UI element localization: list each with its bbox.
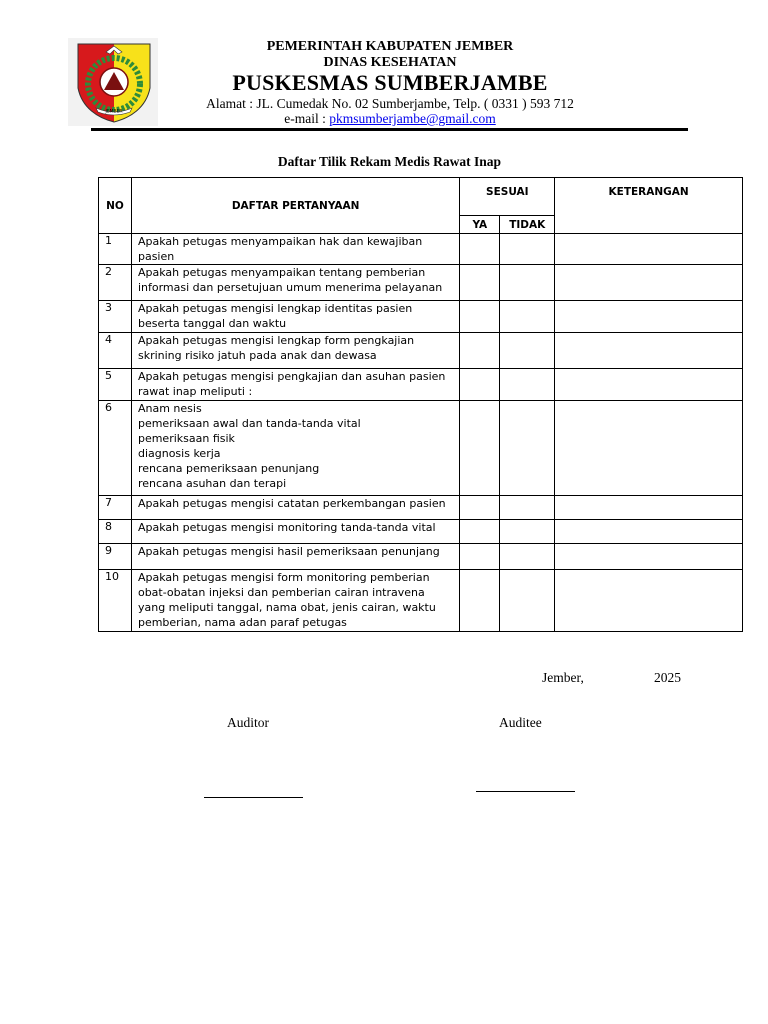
- keterangan-cell[interactable]: [555, 265, 743, 301]
- table-row: [99, 265, 743, 301]
- ya-cell[interactable]: [460, 301, 500, 333]
- question-line: pemeriksaan fisik: [137, 432, 235, 445]
- keterangan-cell[interactable]: [555, 520, 743, 544]
- question-line: Apakah petugas menyampaikan hak dan kewajiban: [137, 235, 423, 248]
- table-row: [99, 301, 743, 333]
- row-number: 6: [99, 401, 132, 496]
- col-header-sesuai: SESUAI: [460, 178, 555, 216]
- row-question: [131, 570, 459, 632]
- table-row: [99, 520, 743, 544]
- row-number: 5: [99, 369, 132, 401]
- jember-regency-logo: [68, 38, 158, 126]
- checklist-table: [98, 177, 743, 632]
- auditor-label: Auditor: [227, 715, 269, 730]
- question-line: pasien: [137, 250, 175, 263]
- logo-banner-text: JEMBER: [105, 109, 123, 115]
- tidak-cell[interactable]: [500, 570, 555, 632]
- email-link[interactable]: pkmsumberjambe@gmail.com: [329, 111, 496, 126]
- email-label: e-mail :: [284, 111, 330, 126]
- tidak-cell[interactable]: [500, 333, 555, 369]
- tidak-cell[interactable]: [500, 544, 555, 570]
- ya-cell[interactable]: [460, 265, 500, 301]
- ya-cell[interactable]: [460, 369, 500, 401]
- question-line: Apakah petugas menyampaikan tentang pemberian: [137, 266, 426, 279]
- question-line: Apakah petugas mengisi hasil pemeriksaan penunjang: [137, 545, 440, 558]
- row-number: 7: [99, 496, 132, 520]
- col-header-question: DAFTAR PERTANYAAN: [131, 178, 459, 234]
- row-question: [131, 333, 459, 369]
- question-line: Anam nesis: [137, 402, 202, 415]
- question-line: informasi dan persetujuan umum menerima pelayanan: [137, 281, 443, 294]
- tidak-cell[interactable]: [500, 369, 555, 401]
- question-line: Apakah petugas mengisi form monitoring pemberian: [137, 571, 430, 584]
- question-line: Apakah petugas mengisi lengkap form pengkajian: [137, 334, 415, 347]
- row-number: 4: [99, 333, 132, 369]
- keterangan-cell[interactable]: [555, 570, 743, 632]
- col-header-no: NO: [99, 178, 132, 234]
- question-line: pemberian, nama adan paraf petugas: [137, 616, 347, 629]
- keterangan-cell[interactable]: [555, 234, 743, 265]
- row-question: [131, 265, 459, 301]
- row-question: [131, 301, 459, 333]
- auditee-signature-line: [476, 791, 575, 792]
- row-question: [131, 234, 459, 265]
- row-question: [131, 496, 459, 520]
- col-header-ya: YA: [460, 216, 500, 234]
- question-line: rencana asuhan dan terapi: [137, 477, 287, 490]
- ya-cell[interactable]: [460, 520, 500, 544]
- question-line: yang meliputi tanggal, nama obat, jenis cairan, waktu: [137, 601, 436, 614]
- auditee-label: Auditee: [499, 715, 542, 730]
- ya-cell[interactable]: [460, 333, 500, 369]
- row-question: [131, 544, 459, 570]
- question-line: Apakah petugas mengisi catatan perkembangan pasien: [137, 497, 446, 510]
- header-facility-name: PUSKESMAS SUMBERJAMBE: [232, 70, 548, 95]
- keterangan-cell[interactable]: [555, 496, 743, 520]
- question-line: Apakah petugas mengisi monitoring tanda-tanda vital: [137, 521, 436, 534]
- table-row: [99, 544, 743, 570]
- row-number: 3: [99, 301, 132, 333]
- ya-cell[interactable]: [460, 544, 500, 570]
- keterangan-cell[interactable]: [555, 333, 743, 369]
- row-question: [131, 369, 459, 401]
- table-row: [99, 570, 743, 632]
- table-row: [99, 401, 743, 496]
- question-line: pemeriksaan awal dan tanda-tanda vital: [137, 417, 361, 430]
- tidak-cell[interactable]: [500, 401, 555, 496]
- question-line: rawat inap meliputi :: [137, 385, 253, 398]
- question-line: Apakah petugas mengisi lengkap identitas pasien: [137, 302, 413, 315]
- keterangan-cell[interactable]: [555, 544, 743, 570]
- question-line: beserta tanggal dan waktu: [137, 317, 287, 330]
- tidak-cell[interactable]: [500, 496, 555, 520]
- row-question: [131, 520, 459, 544]
- keterangan-cell[interactable]: [555, 369, 743, 401]
- col-header-tidak: TIDAK: [500, 216, 555, 234]
- header-email: [170, 111, 610, 127]
- tidak-cell[interactable]: [500, 265, 555, 301]
- row-number: 2: [99, 265, 132, 301]
- row-number: 9: [99, 544, 132, 570]
- question-line: diagnosis kerja: [137, 447, 221, 460]
- question-line: rencana pemeriksaan penunjang: [137, 462, 320, 475]
- question-line: skrining risiko jatuh pada anak dan dewasa: [137, 349, 377, 362]
- ya-cell[interactable]: [460, 234, 500, 265]
- header-department: DINAS KESEHATAN: [323, 55, 457, 70]
- document-title: Daftar Tilik Rekam Medis Rawat Inap: [277, 154, 502, 169]
- keterangan-cell[interactable]: [555, 301, 743, 333]
- signature-year: 2025: [654, 670, 681, 685]
- row-question: [131, 401, 459, 496]
- row-number: 1: [99, 234, 132, 265]
- tidak-cell[interactable]: [500, 520, 555, 544]
- row-number: 8: [99, 520, 132, 544]
- signature-place: Jember,: [542, 670, 584, 685]
- ya-cell[interactable]: [460, 570, 500, 632]
- tidak-cell[interactable]: [500, 301, 555, 333]
- keterangan-cell[interactable]: [555, 401, 743, 496]
- table-row: [99, 234, 743, 265]
- col-header-keterangan: KETERANGAN: [555, 178, 743, 234]
- ya-cell[interactable]: [460, 401, 500, 496]
- tidak-cell[interactable]: [500, 234, 555, 265]
- header-address: Alamat : JL. Cumedak No. 02 Sumberjambe, Telp. ( 0331 ) 593 712: [206, 96, 574, 111]
- header-government: PEMERINTAH KABUPATEN JEMBER: [266, 39, 514, 54]
- row-number: 10: [99, 570, 132, 632]
- table-row: [99, 496, 743, 520]
- auditor-signature-line: [204, 797, 303, 798]
- table-row: [99, 333, 743, 369]
- table-row: [99, 369, 743, 401]
- header-divider: [91, 128, 688, 131]
- question-line: Apakah petugas mengisi pengkajian dan asuhan pasien: [137, 370, 446, 383]
- ya-cell[interactable]: [460, 496, 500, 520]
- question-line: obat-obatan injeksi dan pemberian cairan intravena: [137, 586, 425, 599]
